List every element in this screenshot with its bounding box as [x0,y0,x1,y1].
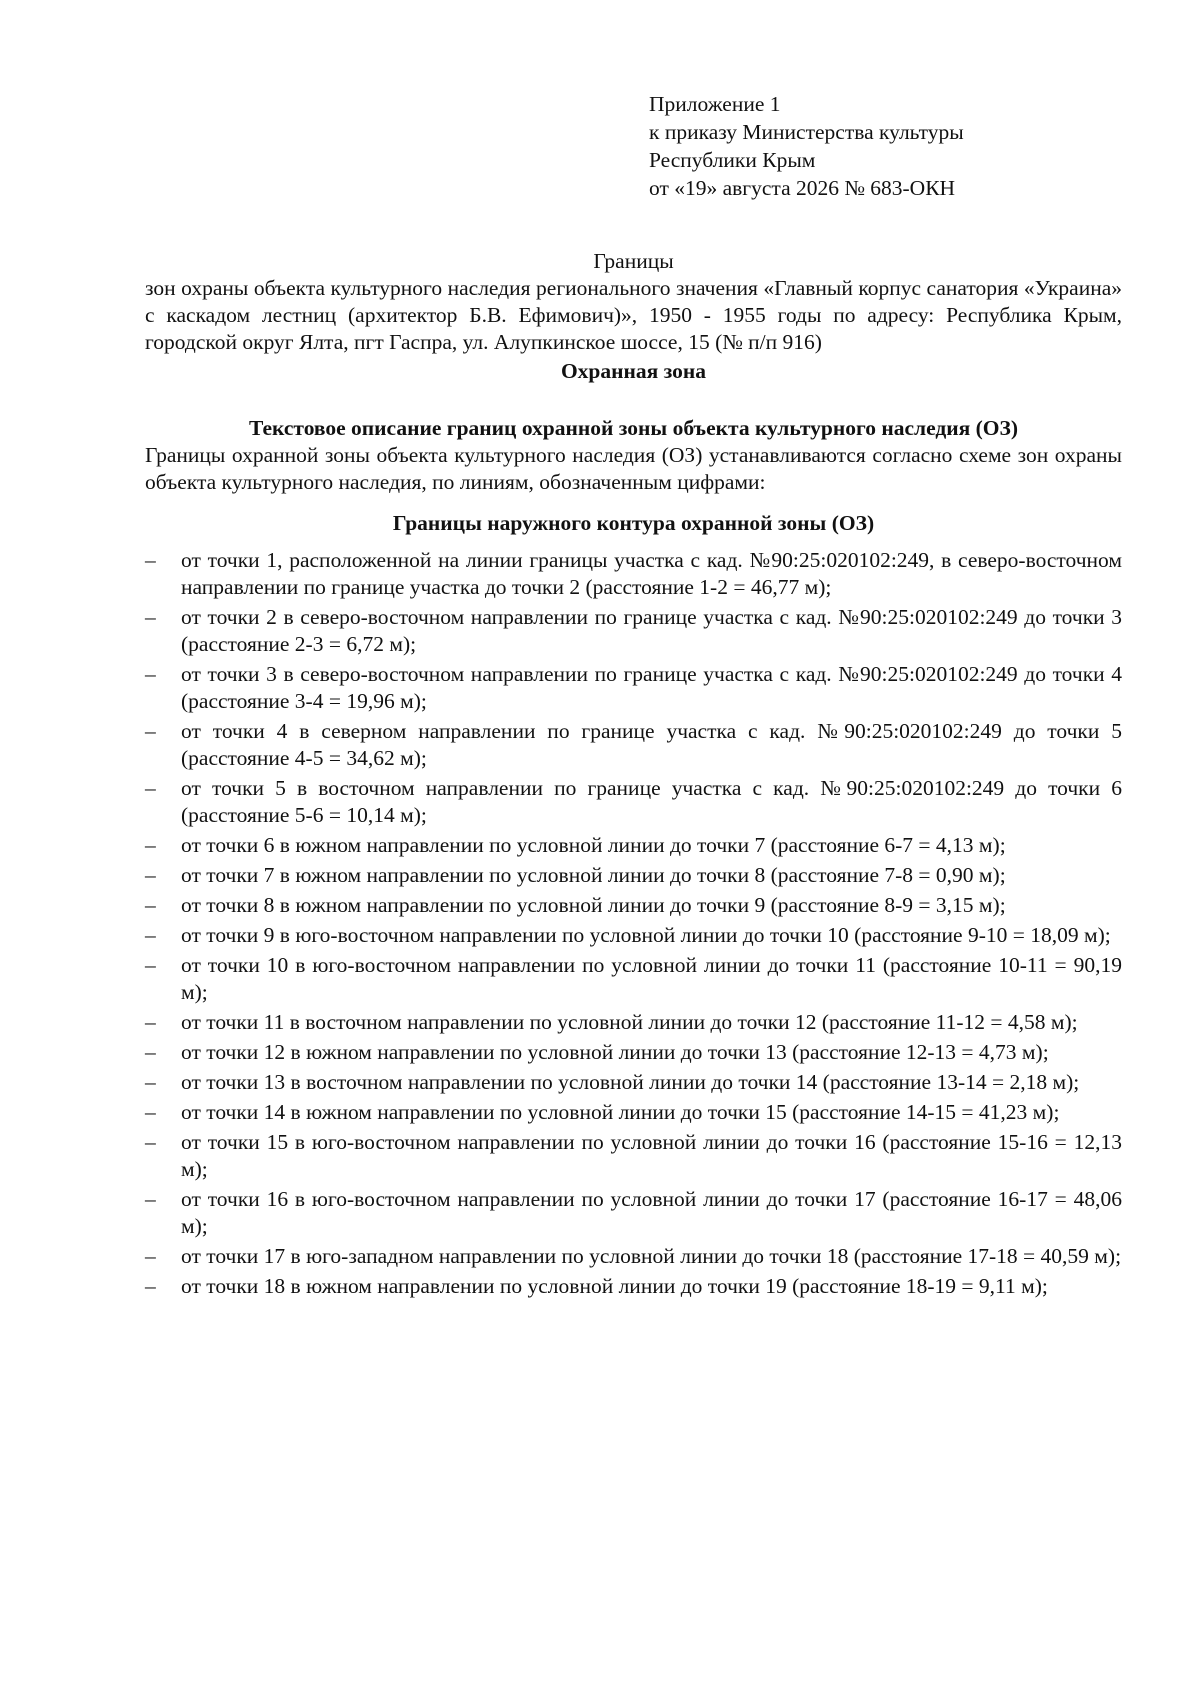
list-item-text: от точки 1, расположенной на линии границы участка с кад. №90:25:020102:249, в северо-восточном направлении по границе участка до точки 2 (расстояние 1-2 = 46,77 м); [181,548,1122,599]
list-item-text: от точки 15 в юго-восточном направлении по условной линии до точки 16 (расстояние 15-16 = 12,13 м); [181,1130,1122,1181]
appendix-line: Республики Крым [649,148,816,172]
list-dash: – [145,719,156,743]
list-dash: – [145,1274,156,1298]
appendix-block [649,90,1122,202]
list-item-text: от точки 13 в восточном направлении по условной линии до точки 14 (расстояние 13-14 = 2,18 м); [181,1070,1080,1094]
list-item-text: от точки 6 в южном направлении по условной линии до точки 7 (расстояние 6-7 = 4,13 м); [181,833,1006,857]
list-item-text: от точки 10 в юго-восточном направлении по условной линии до точки 11 (расстояние 10-11 = 90,19 м); [181,953,1122,1004]
list-dash: – [145,893,156,917]
list-item-text: от точки 2 в северо-восточном направлении по границе участка с кад. №90:25:020102:249 до точки 3 (расстояние 2-3 = 6,72 м); [181,605,1122,656]
list-item [145,718,1122,772]
list-item-text: от точки 5 в восточном направлении по границе участка с кад. №90:25:020102:249 до точки 6 (расстояние 5-6 = 10,14 м); [181,776,1122,827]
appendix-line: от «19» августа 2026 № 683-ОКН [649,176,956,200]
list-item-text: от точки 18 в южном направлении по условной линии до точки 19 (расстояние 18-19 = 9,11 м); [181,1274,1048,1298]
zone-title: Охранная зона [560,359,707,383]
list-item [145,547,1122,601]
list-item-text: от точки 12 в южном направлении по условной линии до точки 13 (расстояние 12-13 = 4,73 м); [181,1040,1049,1064]
list-item-text: от точки 4 в северном направлении по границе участка с кад. №90:25:020102:249 до точки 5 (расстояние 4-5 = 34,62 м); [181,719,1122,770]
list-dash: – [145,1070,156,1094]
list-dash: – [145,1130,156,1154]
list-dash: – [145,1040,156,1064]
list-dash: – [145,923,156,947]
list-item [145,661,1122,715]
list-dash: – [145,953,156,977]
list-item-text: от точки 3 в северо-восточном направлении по границе участка с кад. №90:25:020102:249 до точки 4 (расстояние 3-4 = 19,96 м); [181,662,1122,713]
list-item [145,862,1122,889]
document-title: Границы [593,249,674,273]
appendix-line: Приложение 1 [649,92,781,116]
list-item [145,1273,1122,1300]
list-dash: – [145,1100,156,1124]
list-dash: – [145,833,156,857]
document-subtitle: зон охраны объекта культурного наследия регионального значения «Главный корпус санатория «Украина» с каскадом лестниц (архитектор Б.В. Ефимович)», 1950 - 1955 годы по адресу: Республика Крым, городской округ Ялта, пгт Гаспра, ул. Алупкинское шоссе, 15 (№ п/п 916) [145,276,1122,354]
list-dash: – [145,662,156,686]
list-item [145,775,1122,829]
list-dash: – [145,1187,156,1211]
description-text: Границы охранной зоны объекта культурного наследия (ОЗ) устанавливаются согласно схеме зон охраны объекта культурного наследия, по линиям, обозначенным цифрами: [145,443,1122,494]
list-item [145,1186,1122,1240]
list-item [145,892,1122,919]
list-dash: – [145,605,156,629]
list-item [145,922,1122,949]
description-title: Текстовое описание границ охранной зоны объекта культурного наследия (ОЗ) [248,416,1019,440]
list-item-text: от точки 9 в юго-восточном направлении по условной линии до точки 10 (расстояние 9-10 = 18,09 м); [181,923,1111,947]
list-item-text: от точки 7 в южном направлении по условной линии до точки 8 (расстояние 7-8 = 0,90 м); [181,863,1006,887]
list-item [145,1069,1122,1096]
list-dash: – [145,863,156,887]
list-item [145,1099,1122,1126]
list-item-text: от точки 16 в юго-восточном направлении по условной линии до точки 17 (расстояние 16-17 = 48,06 м); [181,1187,1122,1238]
list-dash: – [145,776,156,800]
appendix-line: к приказу Министерства культуры [649,120,964,144]
list-item-text: от точки 17 в юго-западном направлении по условной линии до точки 18 (расстояние 17-18 = 40,59 м); [181,1244,1122,1268]
list-item [145,1243,1122,1270]
list-dash: – [145,1244,156,1268]
boundary-points-list [145,547,1122,1300]
list-item [145,952,1122,1006]
list-dash: – [145,548,156,572]
contour-title: Границы наружного контура охранной зоны (ОЗ) [392,511,875,535]
list-item [145,1009,1122,1036]
list-dash: – [145,1010,156,1034]
list-item [145,832,1122,859]
list-item-text: от точки 8 в южном направлении по условной линии до точки 9 (расстояние 8-9 = 3,15 м); [181,893,1006,917]
list-item-text: от точки 14 в южном направлении по условной линии до точки 15 (расстояние 14-15 = 41,23 м); [181,1100,1060,1124]
list-item [145,1129,1122,1183]
list-item-text: от точки 11 в восточном направлении по условной линии до точки 12 (расстояние 11-12 = 4,58 м); [181,1010,1078,1034]
list-item [145,1039,1122,1066]
list-item [145,604,1122,658]
